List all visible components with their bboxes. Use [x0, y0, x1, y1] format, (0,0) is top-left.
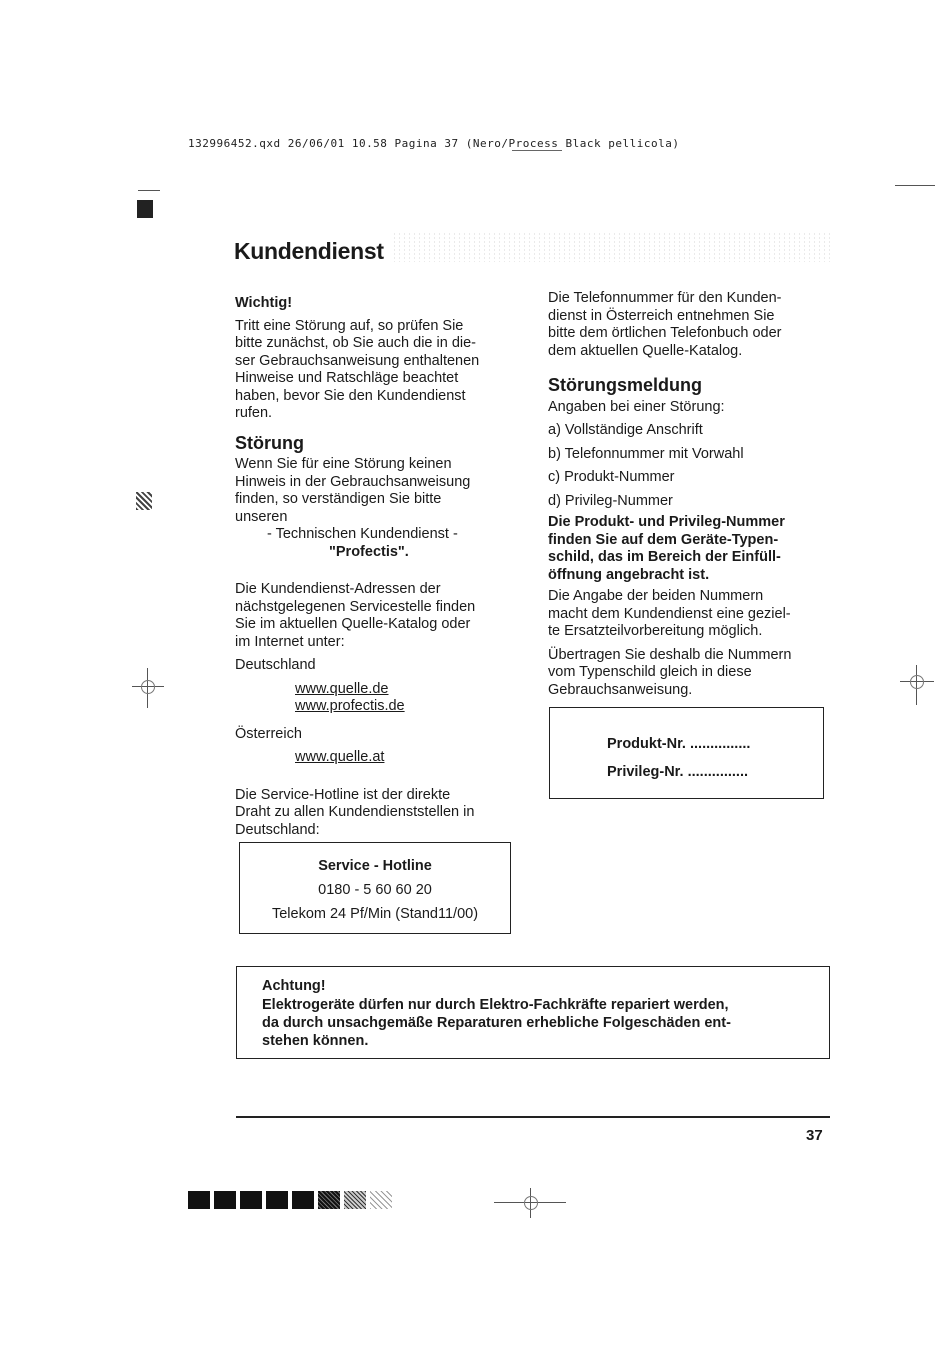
print-control-bar — [188, 1191, 392, 1209]
text-line: bitte dem örtlichen Telefonbuch oder — [548, 325, 782, 341]
text-line: Gebrauchsanweisung. — [548, 681, 693, 698]
hotline-rate: Telekom 24 Pf/Min (Stand11/00) — [271, 906, 479, 922]
text-line: öffnung angebracht ist. — [548, 566, 710, 583]
control-bar-swatch — [292, 1191, 314, 1209]
achtung-warning-box — [236, 966, 830, 1059]
achtung-text — [262, 996, 819, 1050]
country-deutschland: Deutschland — [235, 657, 316, 673]
text-line: Wenn Sie für eine Störung keinen — [235, 456, 452, 472]
text-line: dem aktuellen Quelle-Katalog. — [548, 342, 743, 359]
printer-slug: 132996452.qxd 26/06/01 10.58 Pagina 37 (Nero/Process Black pellicola) — [188, 137, 680, 150]
hotline-number: 0180 - 5 60 60 20 — [318, 882, 432, 898]
control-bar-swatch — [344, 1191, 366, 1209]
list-item: c) Produkt-Nummer — [548, 469, 675, 485]
text-line: dienst in Österreich entnehmen Sie — [548, 307, 775, 324]
link-quelle-at[interactable]: www.quelle.at — [295, 749, 385, 765]
produkt-nr-field: Produkt-Nr. ............... — [607, 736, 751, 752]
text-line: Elektrogeräte dürfen nur durch Elektro-Fachkräfte repariert werden, — [262, 997, 729, 1013]
text-line: Hinweise und Ratschläge beachtet — [235, 370, 459, 386]
text-line: finden, so verständigen Sie bitte — [235, 491, 442, 507]
text-line: Hinweis in der Gebrauchsanweisung — [235, 473, 471, 490]
text-line: Die Telefonnummer für den Kunden- — [548, 290, 782, 306]
text-line: unseren — [235, 508, 288, 525]
text-line: Übertragen Sie deshalb die Nummern — [548, 646, 792, 663]
stoerungsmeldung-heading: Störungsmeldung — [548, 375, 702, 395]
text-line: Tritt eine Störung auf, so prüfen Sie — [235, 317, 464, 334]
crop-mark-top-center — [512, 150, 562, 151]
crop-mark-top-left — [138, 190, 160, 191]
angaben-intro: Angaben bei einer Störung: — [548, 398, 725, 415]
text-line: bitte zunächst, ob Sie auch die in die- — [235, 335, 477, 351]
wichtig-heading: Wichtig! — [235, 295, 293, 311]
text-line: Sie im aktuellen Quelle-Katalog oder — [235, 616, 471, 632]
footer-rule — [236, 1116, 830, 1118]
adressen-text — [235, 581, 515, 651]
list-item: a) Vollständige Anschrift — [548, 422, 703, 438]
text-line: Draht zu allen Kundendienststellen in — [235, 804, 475, 820]
nummer-hinweis — [548, 514, 833, 584]
link-profectis-de[interactable]: www.profectis.de — [295, 698, 405, 714]
text-line: im Internet unter: — [235, 633, 345, 650]
technischer-kundendienst: - Technischen Kundendienst - — [267, 526, 458, 542]
crop-mark-top-right — [895, 185, 935, 186]
control-bar-swatch — [240, 1191, 262, 1209]
page-title: Kundendienst — [234, 238, 384, 264]
control-bar-swatch — [266, 1191, 288, 1209]
text-line: nächstgelegenen Servicestelle finden — [235, 598, 476, 615]
control-bar-swatch — [370, 1191, 392, 1209]
text-line: Die Produkt- und Privileg-Nummer — [548, 514, 785, 530]
text-line: Die Service-Hotline ist der direkte — [235, 786, 451, 803]
text-line: macht dem Kundendienst eine geziel- — [548, 605, 791, 622]
privileg-nr-field: Privileg-Nr. ............... — [607, 764, 749, 780]
text-line: da durch unsachgemäße Reparaturen erhebliche Folgeschäden ent- — [262, 1015, 731, 1031]
text-line: rufen. — [235, 405, 273, 421]
text-line: haben, bevor Sie den Kundendienst — [235, 387, 466, 404]
wichtig-text — [235, 318, 515, 423]
country-oesterreich: Österreich — [235, 725, 302, 742]
service-hotline-box — [239, 842, 511, 934]
crosshair-left-icon — [132, 668, 164, 708]
list-item: b) Telefonnummer mit Vorwahl — [548, 445, 744, 462]
angabe-text — [548, 588, 833, 641]
text-line: Die Kundendienst-Adressen der — [235, 581, 441, 597]
title-background-texture — [392, 232, 830, 262]
page-number: 37 — [806, 1127, 823, 1144]
telefon-text — [548, 290, 833, 360]
text-line: Die Angabe der beiden Nummern — [548, 588, 764, 604]
text-line: vom Typenschild gleich in diese — [548, 664, 752, 680]
text-line: finden Sie auf dem Geräte-Typen- — [548, 531, 779, 548]
hotline-title: Service - Hotline — [318, 858, 432, 874]
crosshair-right-icon — [900, 665, 934, 705]
list-item: d) Privileg-Nummer — [548, 492, 673, 509]
uebertragen-text — [548, 647, 833, 700]
left-column — [235, 295, 515, 839]
control-bar-swatch — [188, 1191, 210, 1209]
crosshair-bottom-icon — [494, 1188, 566, 1218]
registration-square-top — [137, 200, 153, 218]
angaben-list — [548, 422, 833, 510]
achtung-heading: Achtung! — [262, 978, 326, 994]
text-line: ser Gebrauchsanweisung enthaltenen — [235, 352, 480, 369]
link-quelle-de[interactable]: www.quelle.de — [295, 680, 389, 697]
stoerung-text — [235, 456, 515, 526]
nummer-eintrag-box — [549, 707, 824, 799]
registration-square-middle — [136, 492, 152, 510]
stoerung-heading: Störung — [235, 432, 304, 453]
profectis-name: "Profectis". — [329, 543, 409, 560]
text-line: te Ersatzteilvorbereitung möglich. — [548, 623, 763, 639]
text-line: schild, das im Bereich der Einfüll- — [548, 549, 781, 565]
control-bar-swatch — [318, 1191, 340, 1209]
control-bar-swatch — [214, 1191, 236, 1209]
hotline-intro — [235, 787, 515, 840]
text-line: Deutschland: — [235, 821, 320, 838]
right-column — [548, 290, 833, 699]
text-line: stehen können. — [262, 1033, 369, 1049]
